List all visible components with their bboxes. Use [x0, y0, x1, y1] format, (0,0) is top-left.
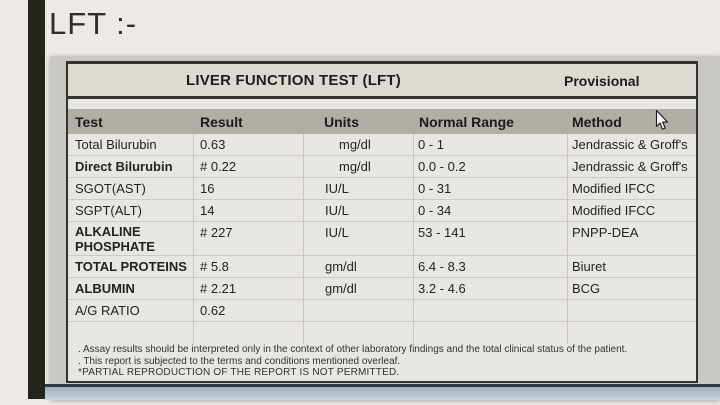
footnote-line: . Assay results should be interpreted only in the context of other laboratory findings and the total clinical status of the patient.	[78, 344, 628, 355]
provisional-label: Provisional	[564, 73, 640, 89]
window-bottom-bar	[45, 384, 720, 400]
slide-title: LFT :-	[49, 6, 138, 41]
cell-test: SGPT(ALT)	[68, 200, 194, 221]
cell-test: Direct Bilurubin	[68, 156, 194, 177]
cell-units: gm/dl	[304, 278, 414, 299]
cell-method: Biuret	[572, 259, 606, 274]
cell-range: 6.4 - 8.3	[414, 256, 568, 277]
cell-result: # 0.22	[194, 156, 304, 177]
cell-range: 53 - 141	[414, 222, 568, 255]
table-row	[68, 134, 696, 156]
report-table	[66, 61, 698, 383]
cell-result: # 2.21	[194, 278, 304, 299]
table-row	[68, 256, 696, 278]
slide-accent-bar	[28, 0, 45, 399]
cell-result: 14	[194, 200, 304, 221]
table-row	[68, 278, 696, 300]
footnote-line: *PARTIAL REPRODUCTION OF THE REPORT IS NOT PERMITTED.	[78, 367, 400, 379]
cell-method: Modified IFCC	[572, 181, 656, 196]
report-footnotes	[78, 344, 694, 379]
cell-range: 0 - 1	[414, 134, 568, 155]
cell-test: ALBUMIN	[68, 278, 194, 299]
lab-report-image	[50, 56, 720, 400]
cell-units: IU/L	[304, 178, 414, 199]
cell-units: gm/dl	[304, 256, 414, 277]
cell-test: A/G RATIO	[68, 300, 194, 321]
cell-result: # 5.8	[194, 256, 304, 277]
mouse-cursor-icon	[655, 110, 669, 131]
cell-method: Modified IFCC	[572, 203, 656, 218]
column-header-method: Method	[572, 114, 622, 130]
table-row	[68, 156, 696, 178]
cell-result: 0.63	[194, 134, 304, 155]
cell-method: Jendrassic & Groff's	[572, 159, 688, 174]
column-header-units: Units	[324, 114, 359, 130]
cell-range	[414, 300, 568, 321]
cell-method	[568, 300, 696, 321]
report-title: LIVER FUNCTION TEST (LFT)	[186, 72, 401, 89]
cell-test: TOTAL PROTEINS	[68, 256, 194, 277]
cell-units: mg/dl	[304, 134, 414, 155]
cell-units: IU/L	[304, 200, 414, 221]
cell-method: PNPP-DEA	[572, 225, 639, 240]
footnote-line: . This report is subjected to the terms and conditions mentioned overleaf.	[78, 355, 401, 367]
column-header-row	[68, 109, 696, 134]
cell-range: 3.2 - 4.6	[414, 278, 568, 299]
cell-test: Total Bilurubin	[68, 134, 194, 155]
cell-range: 0.0 - 0.2	[414, 156, 568, 177]
column-header-range: Normal Range	[419, 114, 514, 130]
cell-method: Jendrassic & Groff's	[572, 137, 688, 152]
table-row-empty	[68, 322, 696, 344]
cell-result: # 227	[194, 222, 304, 255]
report-title-band	[68, 64, 696, 99]
cell-units	[304, 300, 414, 321]
cell-units: mg/dl	[304, 156, 414, 177]
cell-range: 0 - 31	[414, 178, 568, 199]
spacer	[68, 99, 696, 109]
table-row	[68, 222, 696, 256]
cell-units: IU/L	[304, 222, 414, 255]
cell-method: BCG	[572, 281, 601, 296]
table-row	[68, 178, 696, 200]
table-row	[68, 300, 696, 322]
column-header-result: Result	[200, 114, 243, 130]
cell-test: ALKALINE PHOSPHATE	[68, 222, 194, 255]
cell-range: 0 - 34	[414, 200, 568, 221]
cell-result: 16	[194, 178, 304, 199]
report-table-body	[68, 134, 696, 322]
cell-result: 0.62	[194, 300, 304, 321]
table-row	[68, 200, 696, 222]
column-header-test: Test	[75, 114, 103, 130]
cell-test: SGOT(AST)	[68, 178, 194, 199]
